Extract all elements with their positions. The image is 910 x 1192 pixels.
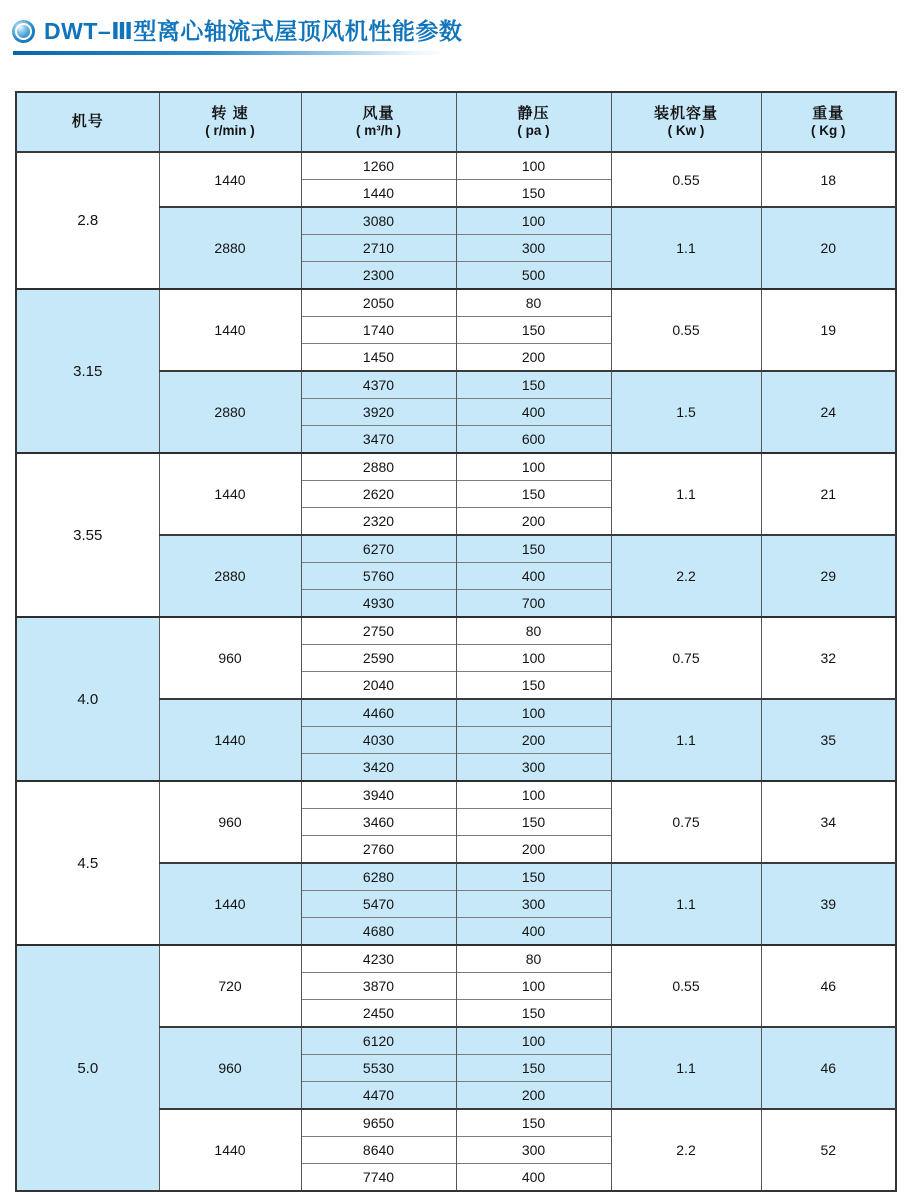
capacity-cell: 1.1 [611,1027,761,1109]
capacity-cell: 1.1 [611,453,761,535]
capacity-cell: 0.75 [611,617,761,699]
rpm-cell: 1440 [159,1109,301,1191]
air-volume-cell: 6120 [301,1027,456,1055]
static-pressure-cell: 300 [456,235,611,262]
rpm-cell: 960 [159,617,301,699]
weight-cell: 20 [761,207,896,289]
col-header-capacity-unit: ( Kw ) [667,123,705,139]
static-pressure-cell: 200 [456,344,611,372]
static-pressure-cell: 80 [456,617,611,645]
static-pressure-cell: 200 [456,836,611,864]
air-volume-cell: 3940 [301,781,456,809]
static-pressure-cell: 150 [456,863,611,891]
model-cell: 3.55 [16,453,159,617]
static-pressure-cell: 80 [456,945,611,973]
air-volume-cell: 5470 [301,891,456,918]
air-volume-cell: 3870 [301,973,456,1000]
table-row [16,781,896,809]
weight-cell: 19 [761,289,896,371]
static-pressure-cell: 150 [456,535,611,563]
rpm-cell: 960 [159,1027,301,1109]
air-volume-cell: 7740 [301,1164,456,1192]
rpm-cell: 960 [159,781,301,863]
weight-cell: 21 [761,453,896,535]
air-volume-cell: 1450 [301,344,456,372]
table-row [16,945,896,973]
air-volume-cell: 1740 [301,317,456,344]
air-volume-cell: 5760 [301,563,456,590]
col-header-air-volume [301,92,456,152]
air-volume-cell: 2760 [301,836,456,864]
static-pressure-cell: 300 [456,891,611,918]
air-volume-cell: 4030 [301,727,456,754]
weight-cell: 34 [761,781,896,863]
static-pressure-cell: 150 [456,672,611,700]
model-cell: 3.15 [16,289,159,453]
model-cell: 2.8 [16,152,159,289]
col-header-rpm [159,92,301,152]
static-pressure-cell: 150 [456,1000,611,1028]
air-volume-cell: 2590 [301,645,456,672]
static-pressure-cell: 400 [456,399,611,426]
air-volume-cell: 2450 [301,1000,456,1028]
static-pressure-cell: 600 [456,426,611,454]
bullet-target-icon [12,20,35,43]
air-volume-cell: 6270 [301,535,456,563]
air-volume-cell: 2040 [301,672,456,700]
rpm-cell: 720 [159,945,301,1027]
weight-cell: 52 [761,1109,896,1191]
static-pressure-cell: 100 [456,152,611,180]
model-cell: 5.0 [16,945,159,1191]
page-title [12,14,895,48]
col-header-model-label: 机号 [71,113,104,131]
weight-cell: 32 [761,617,896,699]
rpm-cell: 1440 [159,863,301,945]
col-header-air-volume-unit: ( m³/h ) [356,123,401,139]
air-volume-cell: 3920 [301,399,456,426]
static-pressure-cell: 150 [456,1055,611,1082]
static-pressure-cell: 100 [456,207,611,235]
rpm-cell: 2880 [159,535,301,617]
static-pressure-cell: 700 [456,590,611,618]
static-pressure-cell: 400 [456,563,611,590]
static-pressure-cell: 100 [456,645,611,672]
col-header-weight [761,92,896,152]
static-pressure-cell: 300 [456,1137,611,1164]
air-volume-cell: 3470 [301,426,456,454]
static-pressure-cell: 150 [456,371,611,399]
air-volume-cell: 9650 [301,1109,456,1137]
capacity-cell: 2.2 [611,535,761,617]
performance-table-body [16,152,896,1191]
capacity-cell: 1.1 [611,207,761,289]
static-pressure-cell: 150 [456,317,611,344]
static-pressure-cell: 200 [456,1082,611,1110]
air-volume-cell: 4930 [301,590,456,618]
weight-cell: 46 [761,1027,896,1109]
capacity-cell: 0.55 [611,945,761,1027]
static-pressure-cell: 100 [456,973,611,1000]
air-volume-cell: 2880 [301,453,456,481]
static-pressure-cell: 100 [456,699,611,727]
col-header-capacity-label: 装机容量 [653,104,718,122]
air-volume-cell: 2710 [301,235,456,262]
model-cell: 4.0 [16,617,159,781]
capacity-cell: 1.5 [611,371,761,453]
air-volume-cell: 6280 [301,863,456,891]
static-pressure-cell: 500 [456,262,611,290]
air-volume-cell: 4460 [301,699,456,727]
capacity-cell: 1.1 [611,699,761,781]
capacity-cell: 0.55 [611,152,761,207]
capacity-cell: 2.2 [611,1109,761,1191]
rpm-cell: 2880 [159,371,301,453]
weight-cell: 18 [761,152,896,207]
static-pressure-cell: 200 [456,508,611,536]
static-pressure-cell: 400 [456,1164,611,1192]
static-pressure-cell: 150 [456,180,611,208]
col-header-capacity [611,92,761,152]
rpm-cell: 2880 [159,207,301,289]
rpm-cell: 1440 [159,699,301,781]
air-volume-cell: 1440 [301,180,456,208]
col-header-weight-unit: ( Kg ) [811,123,846,139]
static-pressure-cell: 400 [456,918,611,946]
col-header-rpm-label: 转 速 [211,104,249,122]
air-volume-cell: 2050 [301,289,456,317]
air-volume-cell: 2320 [301,508,456,536]
col-header-static-pressure-label: 静压 [517,104,550,122]
rpm-cell: 1440 [159,152,301,207]
air-volume-cell: 4680 [301,918,456,946]
air-volume-cell: 3460 [301,809,456,836]
col-header-model [16,92,159,152]
weight-cell: 46 [761,945,896,1027]
page-title-text: DWT–Ⅲ型离心轴流式屋顶风机性能参数 [44,17,463,44]
air-volume-cell: 5530 [301,1055,456,1082]
weight-cell: 24 [761,371,896,453]
rpm-cell: 1440 [159,453,301,535]
table-header-row [16,92,896,152]
col-header-static-pressure [456,92,611,152]
static-pressure-cell: 100 [456,781,611,809]
capacity-cell: 1.1 [611,863,761,945]
static-pressure-cell: 200 [456,727,611,754]
static-pressure-cell: 80 [456,289,611,317]
table-row [16,289,896,317]
static-pressure-cell: 150 [456,1109,611,1137]
air-volume-cell: 2620 [301,481,456,508]
model-cell: 4.5 [16,781,159,945]
static-pressure-cell: 100 [456,453,611,481]
air-volume-cell: 3420 [301,754,456,782]
table-row [16,453,896,481]
static-pressure-cell: 100 [456,1027,611,1055]
col-header-rpm-unit: ( r/min ) [205,123,255,139]
air-volume-cell: 2750 [301,617,456,645]
static-pressure-cell: 300 [456,754,611,782]
capacity-cell: 0.55 [611,289,761,371]
static-pressure-cell: 150 [456,809,611,836]
col-header-weight-label: 重量 [812,104,845,122]
col-header-static-pressure-unit: ( pa ) [517,123,550,139]
air-volume-cell: 4230 [301,945,456,973]
air-volume-cell: 4370 [301,371,456,399]
air-volume-cell: 1260 [301,152,456,180]
rpm-cell: 1440 [159,289,301,371]
air-volume-cell: 3080 [301,207,456,235]
air-volume-cell: 8640 [301,1137,456,1164]
static-pressure-cell: 150 [456,481,611,508]
title-underline [13,51,447,55]
table-row [16,617,896,645]
air-volume-cell: 2300 [301,262,456,290]
capacity-cell: 0.75 [611,781,761,863]
air-volume-cell: 4470 [301,1082,456,1110]
weight-cell: 29 [761,535,896,617]
performance-table [15,91,897,1192]
weight-cell: 39 [761,863,896,945]
col-header-air-volume-label: 风量 [362,104,395,122]
weight-cell: 35 [761,699,896,781]
table-row [16,152,896,180]
